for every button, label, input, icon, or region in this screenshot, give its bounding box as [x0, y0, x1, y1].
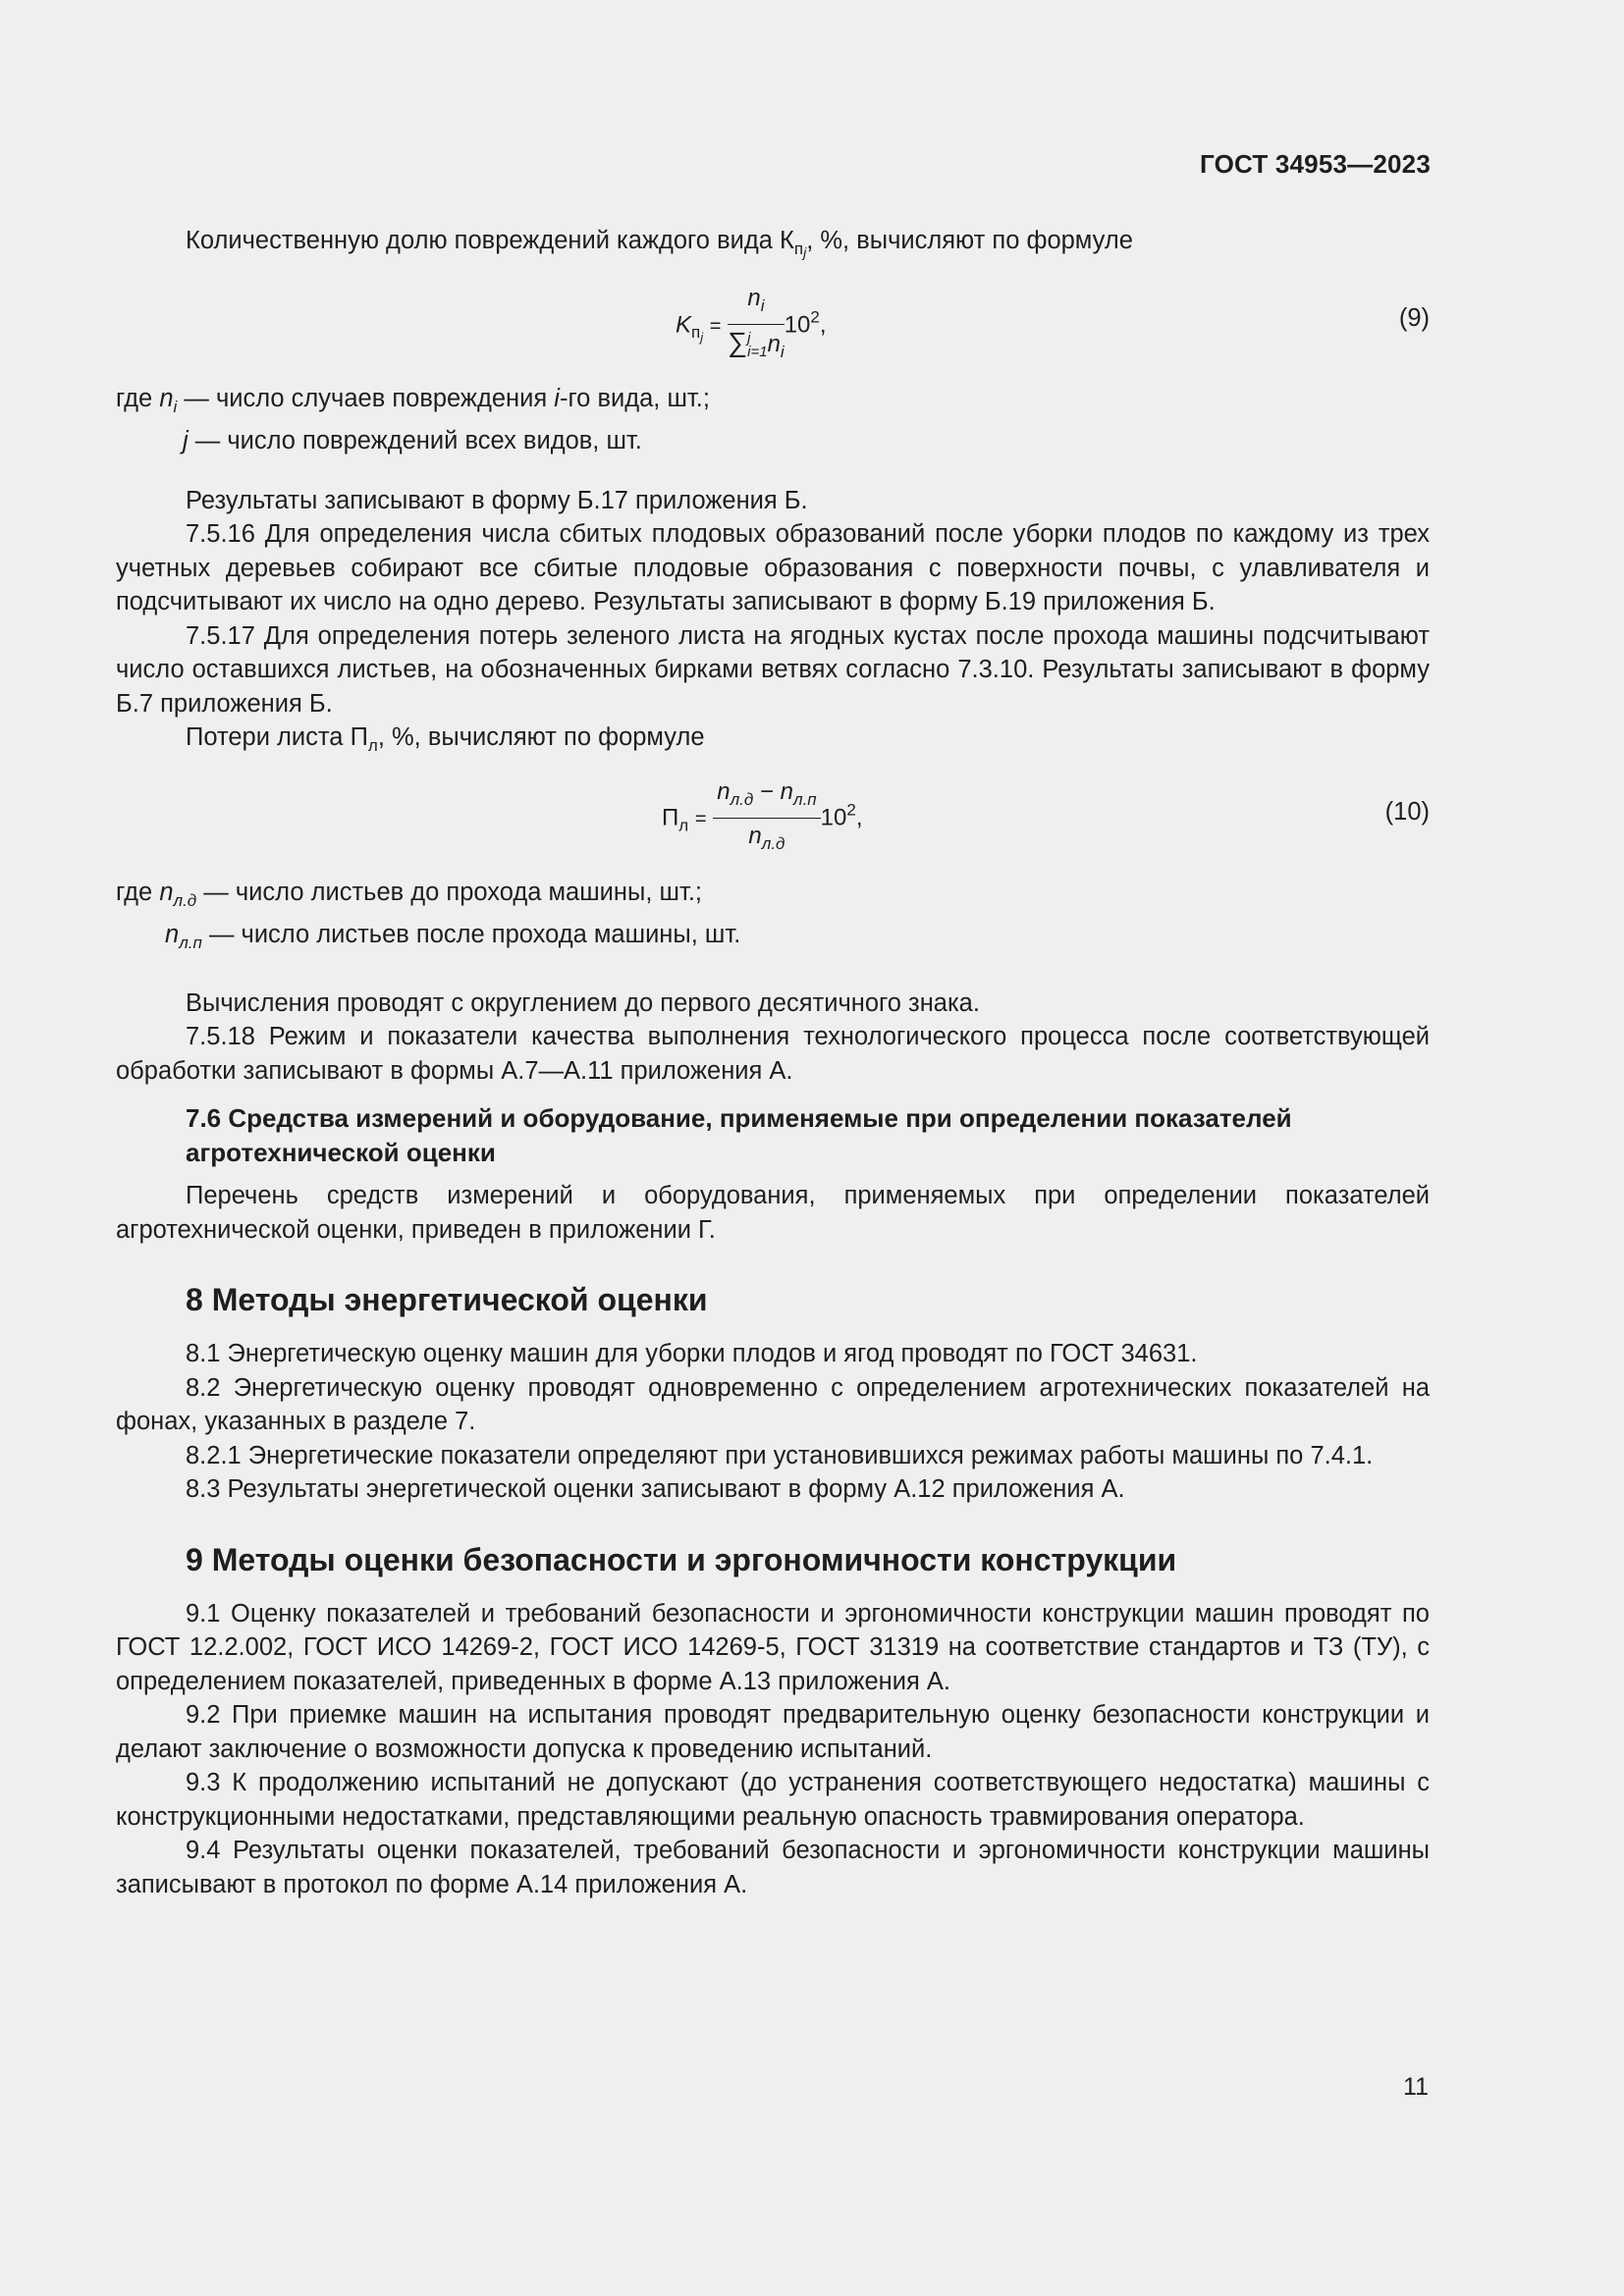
paragraph-8-1: 8.1 Энергетическую оценку машин для уборки плодов и ягод проводят по ГОСТ 34631.: [186, 1340, 1198, 1367]
formula-10: [116, 775, 1430, 860]
paragraph-8-3: 8.3 Результаты энергетической оценки записывают в форму А.12 приложения А.: [186, 1475, 1125, 1503]
paragraph-7-5-18: 7.5.18 Режим и показатели качества выполнения технологического процесса после соответствующей обработки записывают в формы А.7—А.11 приложения А.: [116, 1023, 1430, 1085]
section-7-6-title: 7.6 Средства измерений и оборудование, применяемые при определении показателей агротехнической оценки: [186, 1103, 1292, 1167]
fraction: $\frac{n_{л.д} - n_{л.п}}{n_{л.д}}$: [713, 775, 820, 862]
paragraph-9-1: 9.1 Оценку показателей и требований безопасности и эргономичности конструкции машин проводят по ГОСТ 12.2.002, ГОСТ ИСО 14269-2, ГОСТ ИСО 14269-5, ГОСТ 31319 на соответствие стандартов и ТЗ (ТУ), с определением показателей, приведенных в форме А.13 приложения А.: [116, 1599, 1430, 1695]
page-number: 11: [1403, 2073, 1429, 2101]
paragraph-9-3: 9.3 К продолжению испытаний не допускают (до устранения соответствующего недостатка) машины с конструкционными недостатками, представляющими реальную опасность травмирования оператора.: [116, 1769, 1430, 1831]
page-body: [116, 224, 1430, 1901]
formula-9: [116, 282, 1430, 366]
document-id: ГОСТ 34953—2023: [1200, 149, 1431, 179]
formula-number: (9): [1398, 303, 1430, 332]
paragraph-7-5-16: 7.5.16 Для определения числа сбитых плодовых образований после уборки плодов по каждому из трех учетных деревьев собирают все сбитые плодовые образования с поверхности почвы, с улавливателя и подсчитывают их число на одно дерево. Результаты записывают в форму Б.19 приложения Б.: [116, 520, 1430, 615]
formula-10-expression: $П_л$ = $\frac{n_{л.д} - n_{л.п}}{n_{л.д}}$ $10^2$,: [662, 775, 863, 862]
fraction: $n_i$ ∑ j i=1 $n_i$: [728, 282, 785, 370]
paragraph-8-2: 8.2 Энергетическую оценку проводят одновременно с определением агротехнических показателей на фонах, указанных в разделе 7.: [116, 1373, 1430, 1435]
section-9-title: 9 Методы оценки безопасности и эргономичности конструкции: [186, 1541, 1177, 1577]
formula-9-expression: $K_{п_j}$ = $n_i$ ∑ j i=1 $n_i$ $10^2$,: [676, 282, 827, 370]
section-8-title: 8 Методы энергетической оценки: [186, 1282, 708, 1317]
subscript: пj: [793, 240, 807, 260]
legend-formula-9: где $n_i$ — число случаев повреждения i-го вида, шт.; j — число повреждений всех видов, шт.: [116, 384, 710, 454]
legend-formula-10: где $n_{л.д}$ — число листьев до прохода машины, шт.; $n_{л.п}$ — число листьев после прохода машины, шт.: [116, 878, 741, 952]
paragraph: Результаты записывают в форму Б.17 приложения Б.: [186, 486, 808, 514]
formula-number: (10): [1384, 797, 1430, 826]
paragraph-9-4: 9.4 Результаты оценки показателей, требований безопасности и эргономичности конструкции машины записывают в протокол по форме А.14 приложения А.: [116, 1837, 1430, 1898]
paragraph-loss: Потери листа $П_л$, %, вычисляют по формуле: [186, 723, 705, 755]
paragraph-intro: Количественную долю повреждений каждого вида $К_{п_j}$, %, вычисляют по формуле: [186, 227, 1133, 260]
paragraph-7-5-17: 7.5.17 Для определения потерь зеленого листа на ягодных кустах после прохода машины подсчитывают число оставшихся листьев, на обозначенных бирками ветвях согласно 7.3.10. Результаты записывают в форму Б.7 приложения Б.: [116, 621, 1430, 718]
paragraph-9-2: 9.2 При приемке машин на испытания проводят предварительную оценку безопасности конструкции и делают заключение о возможности допуска к проведению испытаний.: [116, 1701, 1430, 1763]
paragraph-8-2-1: 8.2.1 Энергетические показатели определяют при установившихся режимах работы машины по 7.4.1.: [186, 1441, 1374, 1469]
section-7-6-text: Перечень средств измерений и оборудования, применяемых при определении показателей агротехнической оценки, приведен в приложении Г.: [116, 1182, 1430, 1244]
paragraph: Вычисления проводят с округлением до первого десятичного знака.: [186, 988, 980, 1017]
